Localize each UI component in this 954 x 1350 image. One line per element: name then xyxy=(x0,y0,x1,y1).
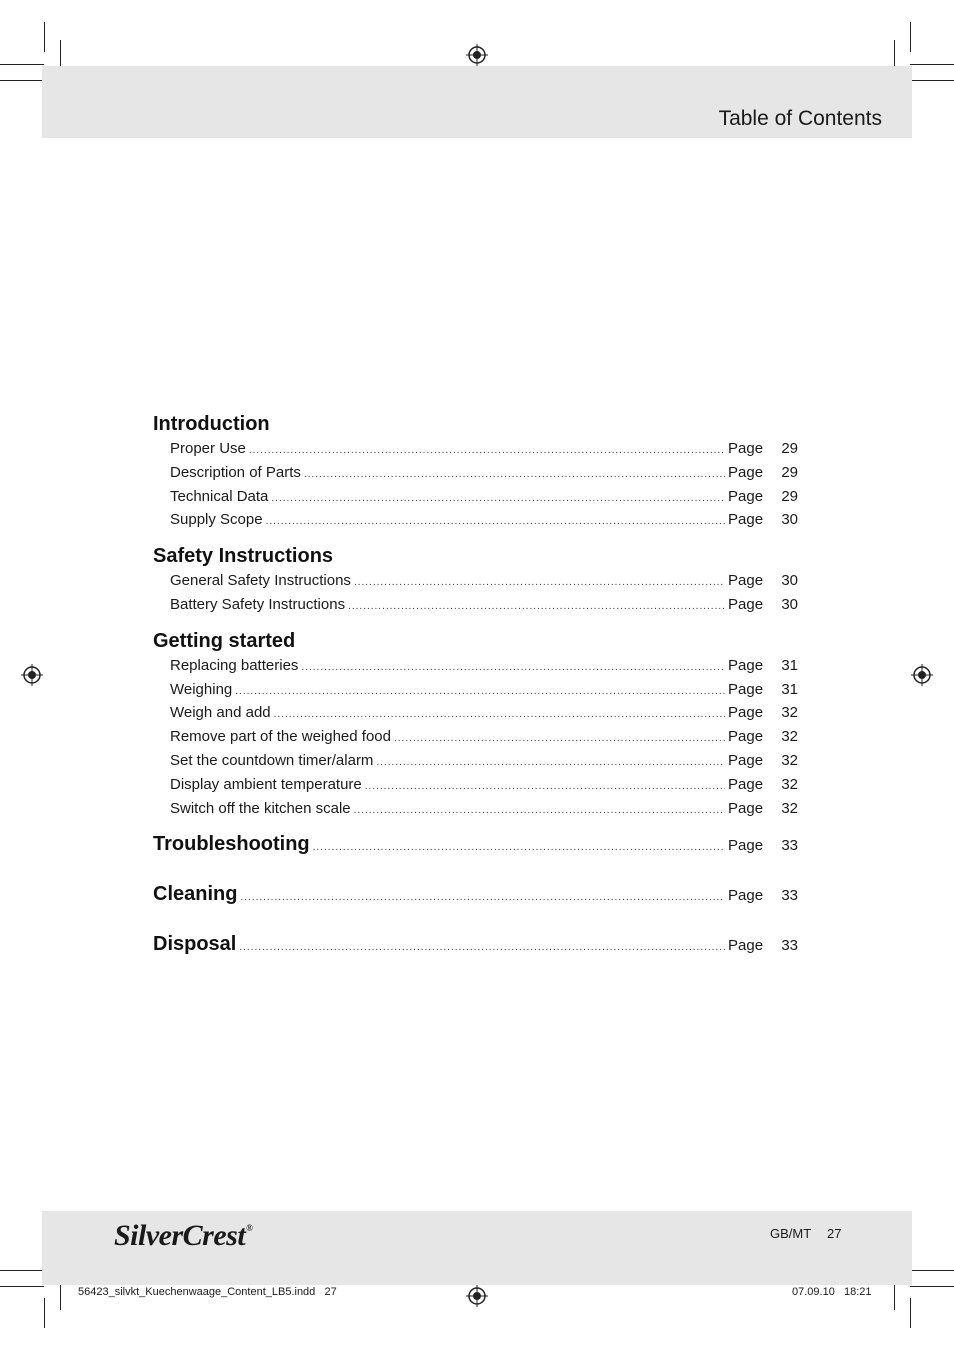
toc-entry[interactable] xyxy=(153,509,798,533)
entry-label: Display ambient temperature xyxy=(170,775,362,793)
registration-mark-icon xyxy=(21,664,43,686)
page-word: Page xyxy=(728,656,764,674)
page-number: 32 xyxy=(781,728,798,746)
slug-filename: 56423_silvkt_Kuechenwaage_Content_LB5.indd 27 xyxy=(78,1286,337,1298)
entry-label: Supply Scope xyxy=(170,511,263,529)
entry-label: Weighing xyxy=(170,680,233,698)
page-word: Page xyxy=(728,751,764,769)
toc-entry[interactable] xyxy=(153,798,798,822)
page-number: 33 xyxy=(781,937,798,955)
crop-mark xyxy=(910,64,954,65)
toc-section-troubleshooting[interactable] xyxy=(153,830,798,874)
page-word: Page xyxy=(728,887,764,905)
leader-dots xyxy=(240,892,725,903)
entry-label: Battery Safety Instructions xyxy=(170,595,346,613)
page-number: 32 xyxy=(781,775,798,793)
toc-entry[interactable] xyxy=(153,594,798,618)
entry-label: Description of Parts xyxy=(170,463,301,481)
page-number: 30 xyxy=(781,511,798,529)
section-title: Safety Instructions xyxy=(153,545,334,568)
leader-dots xyxy=(301,657,725,679)
page-word: Page xyxy=(728,728,764,746)
page-number: 30 xyxy=(781,572,798,590)
leader-dots xyxy=(348,596,725,618)
section-title: Introduction xyxy=(153,413,270,435)
page-word: Page xyxy=(728,440,764,457)
leader-dots xyxy=(313,842,725,853)
toc-section-introduction xyxy=(153,410,798,533)
page-word: Page xyxy=(728,775,764,793)
page-word: Page xyxy=(728,799,764,817)
page-word: Page xyxy=(728,595,764,613)
slug-date: 07.09.10 18:21 xyxy=(792,1286,872,1298)
toc-entry[interactable] xyxy=(153,570,798,594)
leader-dots xyxy=(365,776,725,798)
section-title: Getting started xyxy=(153,629,296,652)
brand-logo xyxy=(114,1219,251,1253)
crop-mark xyxy=(910,1298,911,1328)
toc-section-getting-started xyxy=(153,627,798,822)
registration-mark-icon xyxy=(466,44,488,66)
page-number: 30 xyxy=(781,595,798,613)
page-word: Page xyxy=(728,680,764,698)
leader-dots xyxy=(394,728,725,750)
section-title: Cleaning xyxy=(153,883,238,906)
page-number: 33 xyxy=(781,887,798,905)
crop-mark xyxy=(910,1286,954,1287)
table-of-contents xyxy=(153,410,798,974)
section-title: Disposal xyxy=(153,933,237,956)
leader-dots xyxy=(304,464,725,486)
leader-dots xyxy=(266,511,725,533)
leader-dots xyxy=(249,440,725,462)
toc-section-disposal[interactable] xyxy=(153,930,798,974)
page-number: 33 xyxy=(781,837,798,855)
toc-entry[interactable] xyxy=(153,679,798,703)
toc-section-safety-instructions xyxy=(153,542,798,618)
leader-dots xyxy=(354,800,725,822)
toc-entry[interactable] xyxy=(153,702,798,726)
leader-dots xyxy=(235,681,725,703)
page-word: Page xyxy=(728,572,764,590)
page-number: 32 xyxy=(781,704,798,722)
toc-entry[interactable] xyxy=(153,750,798,774)
page-number: 32 xyxy=(781,799,798,817)
entry-label: Proper Use xyxy=(170,440,246,457)
crop-mark xyxy=(0,80,44,81)
toc-entry[interactable] xyxy=(153,438,798,462)
logo-text: SilverCrest xyxy=(114,1219,246,1252)
page-number: 29 xyxy=(781,440,798,457)
toc-entry[interactable] xyxy=(153,774,798,798)
registration-mark-icon xyxy=(466,1285,488,1307)
footer-page-number: 27 xyxy=(827,1226,842,1241)
crop-mark xyxy=(44,22,45,52)
crop-mark xyxy=(0,64,44,65)
page-title: Table of Contents xyxy=(718,107,882,130)
page-number: 29 xyxy=(781,463,798,481)
page-word: Page xyxy=(728,511,764,529)
page-word: Page xyxy=(728,937,764,955)
page-number: 31 xyxy=(781,680,798,698)
crop-mark xyxy=(0,1286,44,1287)
page-number: 31 xyxy=(781,656,798,674)
entry-label: Replacing batteries xyxy=(170,656,299,674)
crop-mark xyxy=(910,1270,954,1271)
leader-dots xyxy=(274,704,725,726)
entry-label: General Safety Instructions xyxy=(170,572,351,590)
entry-label: Technical Data xyxy=(170,487,269,505)
page-number: 32 xyxy=(781,751,798,769)
page-word: Page xyxy=(728,704,764,722)
page-word: Page xyxy=(728,463,764,481)
registered-mark: ® xyxy=(246,1223,253,1233)
entry-label: Switch off the kitchen scale xyxy=(170,799,351,817)
entry-label: Set the countdown timer/alarm xyxy=(170,751,374,769)
crop-mark xyxy=(910,80,954,81)
leader-dots xyxy=(376,752,725,774)
registration-mark-icon xyxy=(911,664,933,686)
entry-label: Weigh and add xyxy=(170,704,271,722)
toc-entry[interactable] xyxy=(153,462,798,486)
toc-entry[interactable] xyxy=(153,726,798,750)
crop-mark xyxy=(0,1270,44,1271)
toc-section-cleaning[interactable] xyxy=(153,880,798,924)
page-word: Page xyxy=(728,487,764,505)
section-title: Troubleshooting xyxy=(153,833,310,856)
crop-mark xyxy=(910,22,911,52)
leader-dots xyxy=(239,942,725,953)
toc-entry[interactable] xyxy=(153,655,798,679)
language-code: GB/MT xyxy=(770,1226,812,1241)
crop-mark xyxy=(44,1298,45,1328)
page-word: Page xyxy=(728,837,764,855)
leader-dots xyxy=(271,488,725,510)
leader-dots xyxy=(354,572,725,594)
page-number: 29 xyxy=(781,487,798,505)
entry-label: Remove part of the weighed food xyxy=(170,728,391,746)
toc-entry[interactable] xyxy=(153,486,798,510)
